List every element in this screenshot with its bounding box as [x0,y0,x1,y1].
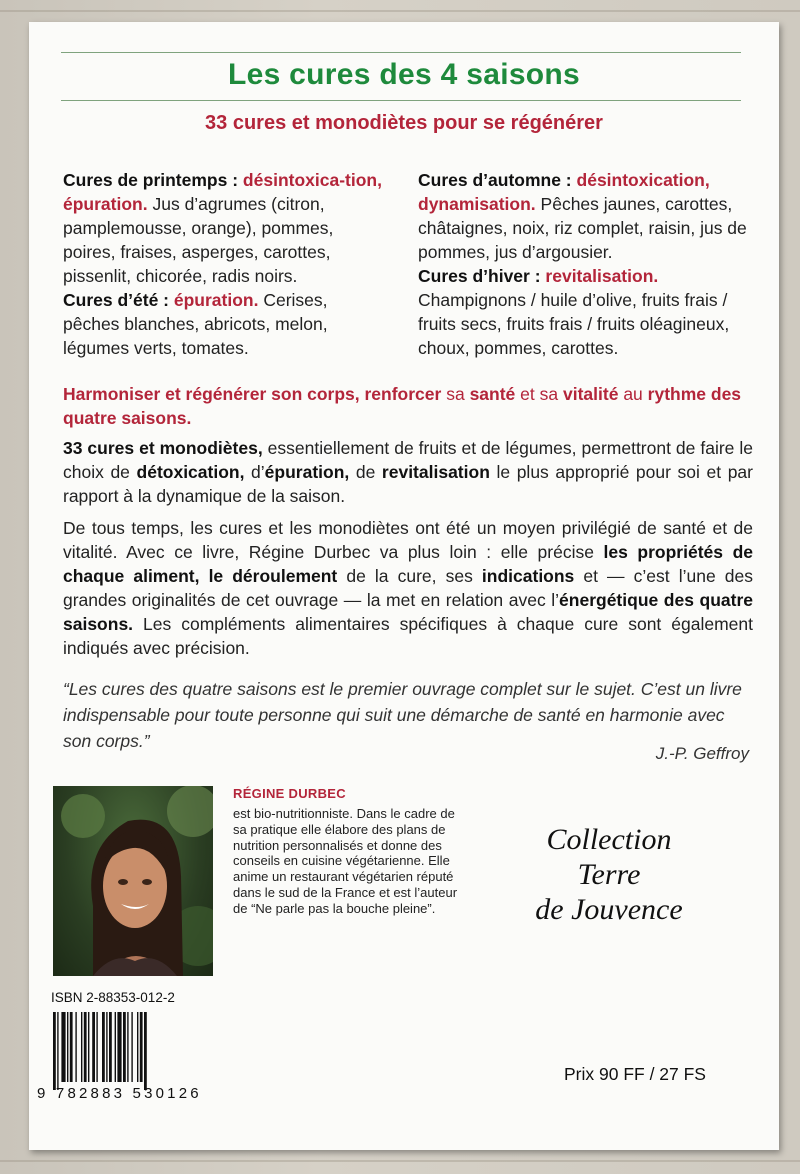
barcode-icon [51,1012,201,1090]
barcode-bar [81,1012,82,1082]
barcode-bar [117,1012,121,1082]
collection-name [499,822,719,927]
barcode-bar [96,1012,97,1082]
barcode-bar [106,1012,107,1082]
author-name: RÉGINE DURBEC [233,786,346,801]
autumn-purpose: désintoxication, dynamisation. [418,170,710,214]
p1-text-3: de [349,462,382,482]
summer-label: Cures d’été : [63,290,169,310]
p1-text-1: essentiellement de fruits et de légumes, permettront de faire le choix de [63,438,753,482]
review-quote: “Les cures des quatre saisons est le premier ouvrage complet sur le sujet. C’est un livre indispensable pour toute personne qui suit une démarche de santé en harmonie avec son corps.” [63,679,742,751]
summer-purpose: épuration. [173,290,259,310]
barcode-bar [61,1012,65,1082]
winter-purpose: revitalisation. [545,266,659,286]
barcode-bar [57,1012,58,1090]
barcode-bar [75,1012,76,1082]
price-label: Prix 90 FF / 27 FS [564,1064,706,1084]
p2-bold-2: indications [481,566,575,586]
p2-text-3: et — c’est l’une des grandes originalités de cet ouvrage — la met en relation avec l’ [63,566,753,610]
p1-bold-2: détoxication, [136,462,245,482]
lead-part-b: sa [446,384,465,404]
p1-text-2: d’ [244,462,265,482]
p1-bold-3: épuration, [264,462,350,482]
p1-text-4: le plus approprié pour soi et par rapport à la dynamique de la saison. [63,462,753,506]
barcode-number: 9 782883 530126 [37,1085,202,1102]
autumn-cure [418,168,748,264]
p2-bold-3: énergétique des quatre saisons. [63,590,753,634]
barcode-bar [127,1012,128,1082]
autumn-text: Pêches jaunes, carottes, châtaignes, noix, riz complet, raisin, jus de pommes, jus d’argousier. [418,194,747,262]
collection-line-1: Collection [546,823,672,856]
quote-author: J.-P. Geffroy [655,744,749,763]
barcode-bar [92,1012,95,1082]
collection-line-2: Terre [577,858,641,891]
barcode-bar [144,1012,147,1090]
barcode-bar [84,1012,87,1082]
author-photo [53,786,213,976]
collection-line-3: de Jouvence [535,893,683,926]
barcode-bar [102,1012,105,1082]
lead-part-a: Harmoniser et régénérer son corps, renforcer [63,384,442,404]
lead-part-f: au [623,384,643,404]
winter-label: Cures d’hiver : [418,266,541,286]
title-rule [61,100,741,101]
spring-purpose: désintoxica-tion, épuration. [63,170,382,214]
description-paragraph-2 [63,516,753,660]
p2-text-4: Les compléments alimentaires spécifiques à chaque cure sont également indiqués avec précision. [63,614,753,658]
lead-part-g: rythme des quatre saisons. [63,384,742,428]
p1-bold-4: revitalisation [381,462,490,482]
top-rule [61,52,741,53]
p2-bold-1: les propriétés de chaque aliment, le déroulement [63,542,753,586]
lead-part-e: vitalité [563,384,619,404]
barcode-bar [67,1012,68,1082]
winter-cure [418,264,748,360]
barcode-bar [123,1012,126,1082]
lead-part-d: et sa [520,384,559,404]
book-subtitle: 33 cures et monodiètes pour se régénérer [205,112,603,134]
description-paragraph-1 [63,436,753,508]
barcode-bar [140,1012,143,1082]
spring-cure [63,168,383,288]
barcode-bar [115,1012,116,1082]
barcode-bar [53,1012,56,1090]
barcode-bar [70,1012,73,1082]
spring-label: Cures de printemps : [63,170,239,190]
spring-text: Jus d’agrumes (citron, pamplemousse, orange), pommes, poires, fraises, asperges, carottes, pissenlit, chicorée, radis noirs. [63,194,334,286]
summer-cure [63,288,383,360]
summer-text: Cerises, pêches blanches, abricots, melon, légumes verts, tomates. [63,290,328,358]
author-bio: est bio-nutritionniste. Dans le cadre de sa pratique elle élabore des plans de nutrition personnalisés et donne des conseils en cuisine végétarienne. Elle anime un restaurant végétarien réputé dans le sud de la France et est l’auteur de “Ne parle pas la bouche pleine”. [233,806,458,916]
book-back-cover [29,22,779,1150]
lead-part-c: santé [469,384,516,404]
barcode-bar [131,1012,132,1082]
barcode-bar [137,1012,138,1082]
p2-text-2: de la cure, ses [337,566,482,586]
barcode-bar [109,1012,112,1082]
p1-bold-1: 33 cures et monodiètes, [63,438,263,458]
autumn-label: Cures d’automne : [418,170,572,190]
isbn-number: ISBN 2-88353-012-2 [51,990,175,1005]
winter-text: Champignons / huile d’olive, fruits frais / fruits secs, fruits frais / fruits oléagineux, choux, pommes, carottes. [418,290,730,358]
lead-sentence [63,382,753,430]
p2-text-1: De tous temps, les cures et les monodiètes ont été un moyen privilégié de santé et de vitalité. Avec ce livre, Régine Durbec va plus loin : elle précise [63,518,753,562]
barcode-bar [88,1012,89,1082]
book-title: Les cures des 4 saisons [227,58,581,91]
